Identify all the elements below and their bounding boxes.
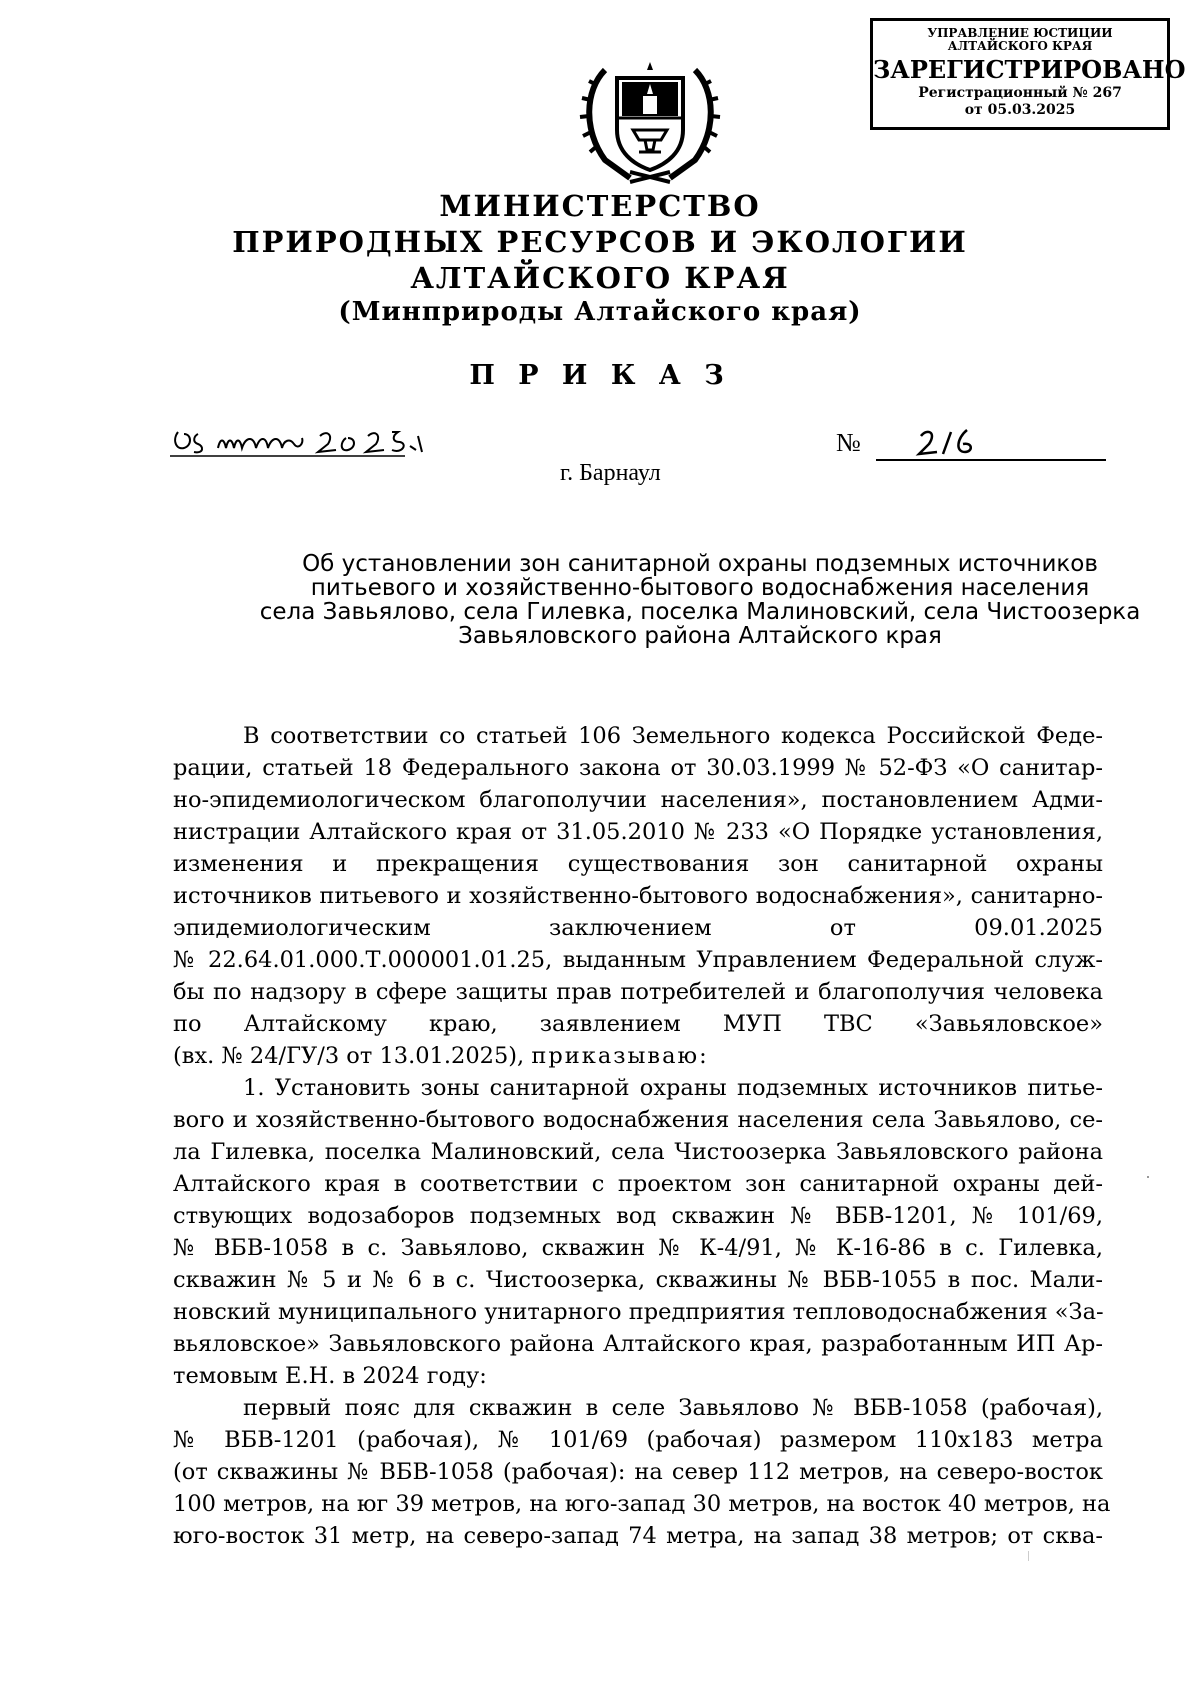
ministry-title-line3: АЛТАЙСКОГО КРАЯ (410, 261, 790, 295)
body-line: изменения и прекращения существования зон санитарной охраны (173, 851, 1103, 877)
order-subject (200, 552, 1200, 648)
subject-line: Об установлении зон санитарной охраны подземных источников (302, 551, 1098, 577)
body-line: № 22.64.01.000.Т.000001.01.25, выданным Управлением Федеральной служ- (173, 947, 1103, 973)
body-line: вьяловское» Завьяловского района Алтайского края, разработанным ИП Ар- (173, 1331, 1103, 1357)
body-line: В соответствии со статьей 106 Земельного кодекса Российской Феде- (243, 723, 1103, 749)
body-line: вого и хозяйственно-бытового водоснабжения населения села Завьялово, се- (173, 1107, 1103, 1133)
body-line (173, 1040, 1103, 1072)
body-line: эпидемиологическим заключением от 09.01.2025 (173, 915, 1103, 941)
registration-stamp (870, 18, 1186, 130)
handwritten-order-number (915, 422, 995, 462)
body-line: № ВБВ-1201 (рабочая), № 101/69 (рабочая) размером 110х183 метра (173, 1427, 1103, 1453)
body-line: 1. Установить зоны санитарной охраны подземных источников питье- (243, 1075, 1103, 1101)
body-line: по Алтайскому краю, заявлением МУП ТВС «Завьяловское» (173, 1011, 1103, 1037)
subject-line: села Завьялово, села Гилевка, поселка Малиновский, села Чистоозерка (259, 599, 1141, 625)
ministry-title-line2: ПРИРОДНЫХ РЕСУРСОВ И ЭКОЛОГИИ (232, 225, 968, 259)
body-line: бы по надзору в сфере защиты прав потребителей и благополучия человека (173, 979, 1103, 1005)
body-line: скважин № 5 и № 6 в с. Чистоозерка, скважины № ВБВ-1055 в пос. Мали- (173, 1267, 1103, 1293)
stamp-authority-line2: АЛТАЙСКОГО КРАЯ (947, 39, 1093, 53)
scan-mark (1028, 1551, 1029, 1561)
body-line: новский муниципального унитарного предприятия тепловодоснабжения «За- (173, 1299, 1104, 1325)
stamp-status: ЗАРЕГИСТРИРОВАНО (873, 55, 1186, 84)
order-verb: приказываю: (531, 1043, 709, 1069)
subject-line: питьевого и хозяйственно-бытового водоснабжения населения (310, 575, 1090, 601)
city: г. Барнаул (560, 460, 661, 486)
body-line: нистрации Алтайского края от 31.05.2010 № 233 «О Порядке установления, (173, 819, 1103, 845)
body-line: но-эпидемиологическом благополучии населения», постановлением Адми- (173, 787, 1103, 813)
ministry-title-line1: МИНИСТЕРСТВО (439, 189, 761, 223)
document-type: П Р И К А З (469, 360, 731, 391)
body-line: темовым Е.Н. в 2024 году: (173, 1363, 487, 1389)
stamp-authority-line1: УПРАВЛЕНИЕ ЮСТИЦИИ (927, 26, 1113, 40)
stamp-reg-number: Регистрационный № 267 (918, 85, 1122, 101)
body-line: рации, статьей 18 Федерального закона от 30.03.1999 № 52-ФЗ «О санитар- (173, 755, 1103, 781)
order-number-label: № (836, 428, 861, 457)
body-line: источников питьевого и хозяйственно-бытового водоснабжения», санитарно- (173, 883, 1103, 909)
order-body (173, 720, 1111, 1552)
body-line: 100 метров, на юг 39 метров, на юго-запад 30 метров, на восток 40 метров, на (173, 1491, 1111, 1517)
body-line: юго-восток 31 метр, на северо-запад 74 метра, на запад 38 метров; от сква- (173, 1523, 1103, 1549)
stamp-reg-date: от 05.03.2025 (964, 102, 1076, 118)
scan-speck (1147, 1176, 1149, 1178)
body-line: № ВБВ-1058 в с. Завьялово, скважин № К-4/91, № К-16-86 в с. Гилевка, (173, 1235, 1103, 1261)
subject-line: Завьяловского района Алтайского края (458, 623, 942, 649)
ministry-short-name: (Минприроды Алтайского края) (338, 297, 862, 327)
handwritten-date (170, 422, 430, 462)
coat-of-arms-icon (575, 60, 725, 185)
body-line-prefix: (вх. № 24/ГУ/3 от 13.01.2025), (173, 1043, 532, 1069)
body-line: ла Гилевка, поселка Малиновский, села Чистоозерка Завьяловского района (173, 1139, 1103, 1165)
body-line: ствующих водозаборов подземных вод скважин № ВБВ-1201, № 101/69, (173, 1203, 1103, 1229)
body-line: Алтайского края в соответствии с проектом зон санитарной охраны дей- (173, 1171, 1103, 1197)
order-number-underline (876, 459, 1106, 461)
body-line: первый пояс для скважин в селе Завьялово № ВБВ-1058 (рабочая), (243, 1395, 1103, 1421)
body-line: (от скважины № ВБВ-1058 (рабочая): на север 112 метров, на северо-восток (173, 1459, 1103, 1485)
